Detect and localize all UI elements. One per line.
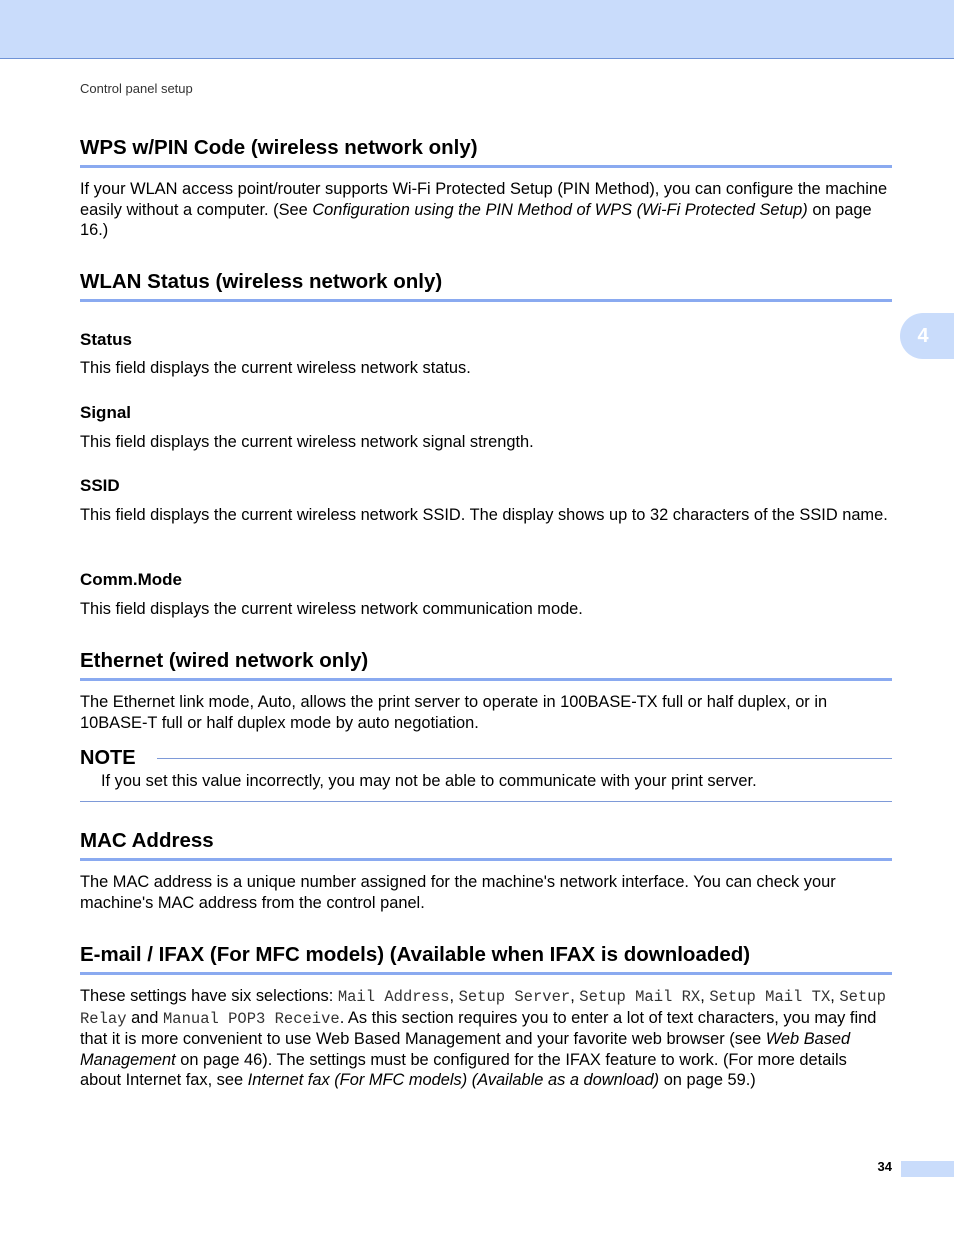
option-manual-pop3-receive: Manual POP3 Receive [162,1009,340,1028]
ssid-text: This field displays the current wireless network SSID. The display shows up to 32 characters of the SSID name. [80,506,888,524]
chapter-number: 4 [917,324,929,347]
wps-text-b: on page 16.) [80,200,872,239]
sep-1: , [449,987,459,1005]
wps-heading: WPS w/PIN Code (wireless network only) [80,136,892,168]
note-divider [157,758,892,759]
note-title: NOTE [80,747,136,769]
web-based-management-ref: Web Based Management [80,1030,851,1069]
chapter-tab [900,313,954,359]
wps-text-a: If your WLAN access point/router supports Wi-Fi Protected Setup (PIN Method), you can configure the machine easily without a computer. (See [80,180,888,219]
header-band [0,0,954,59]
sep-3: , [700,987,710,1005]
option-setup-mail-tx: Setup Mail TX [709,988,831,1006]
option-setup-mail-rx: Setup Mail RX [579,988,701,1006]
wps-link-ref: Configuration using the PIN Method of WPS (Wi-Fi Protected Setup) [312,200,808,219]
email-t4: on page 59.) [659,1071,756,1089]
status-heading: Status [80,330,132,349]
note-bottom-divider [80,801,892,802]
sep-2: , [570,987,580,1005]
and-word: and [126,1008,163,1027]
ssid-heading: SSID [80,476,120,495]
ethernet-text: The Ethernet link mode, Auto, allows the print server to operate in 100BASE-TX full or half duplex, or in 10BASE-T full or half duplex mode by auto negotiation. [80,693,828,732]
mac-text: The MAC address is a unique number assigned for the machine's network interface. You can check your machine's MAC address from the control panel. [80,873,836,912]
option-setup-relay: Setup Relay [80,988,886,1028]
option-setup-server: Setup Server [458,988,571,1006]
commmode-heading: Comm.Mode [80,570,182,589]
email-heading: E-mail / IFAX (For MFC models) (Available when IFAX is downloaded) [80,943,892,975]
email-text [80,986,892,1091]
wps-text [80,179,892,241]
commmode-text: This field displays the current wireless network communication mode. [80,600,583,618]
sep-4: , [830,987,840,1005]
email-t3: on page 46). The settings must be configured for the IFAX feature to work. (For more details about Internet fax, see [80,1050,847,1089]
breadcrumb: Control panel setup [80,81,193,96]
signal-heading: Signal [80,403,132,422]
internet-fax-ref: Internet fax (For MFC models) (Available as a download) [247,1071,660,1089]
page-marker [901,1161,954,1177]
wlan-heading: WLAN Status (wireless network only) [80,270,892,302]
email-t1: These settings have six selections: [80,987,338,1005]
mac-heading: MAC Address [80,829,892,861]
email-t2: . As this section requires you to enter a lot of text characters, you may find that it is more convenient to use Web Based Management and your favorite web browser (see [80,1008,877,1048]
page-number: 34 [877,1159,892,1174]
note-text: If you set this value incorrectly, you may not be able to communicate with your print server. [101,772,757,790]
ethernet-heading: Ethernet (wired network only) [80,649,892,681]
status-text: This field displays the current wireless network status. [80,359,471,377]
option-mail-address: Mail Address [337,988,450,1006]
signal-text: This field displays the current wireless network signal strength. [80,433,534,451]
